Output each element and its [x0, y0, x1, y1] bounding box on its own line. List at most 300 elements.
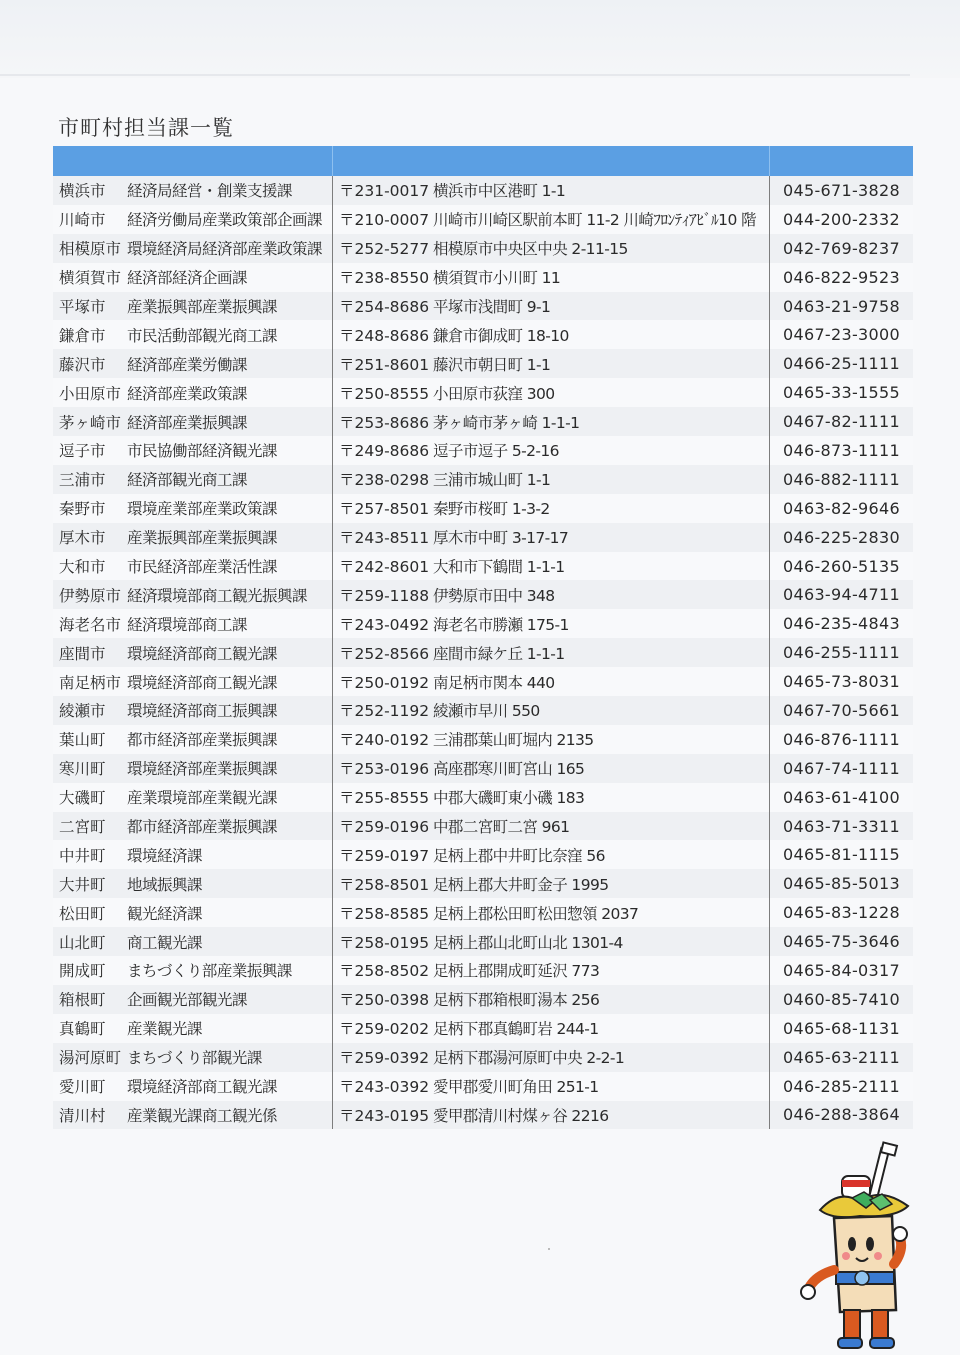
address: 足柄下郡湯河原町中央 2-2-1	[433, 1049, 625, 1068]
table-row	[53, 1072, 913, 1101]
department-name: 商工観光課	[127, 933, 203, 952]
department-name: 環境経済部商工観光課	[127, 1078, 278, 1097]
postal-code: 〒259-0197	[339, 846, 430, 865]
address-cell	[333, 696, 770, 725]
address-cell	[333, 840, 770, 869]
department-name: 経済部産業政策課	[127, 384, 248, 403]
department-name: 経済部産業労働課	[127, 355, 248, 374]
phone-cell	[770, 494, 913, 523]
phone-cell	[770, 754, 913, 783]
table-row	[53, 725, 913, 754]
phone-number: 0467-23-3000	[783, 325, 900, 345]
phone-number: 0467-70-5661	[783, 700, 900, 720]
phone-cell	[770, 638, 913, 667]
phone-number: 045-671-3828	[783, 180, 900, 200]
address-cell	[333, 985, 770, 1014]
department-cell	[53, 580, 333, 609]
address: 愛甲郡清川村煤ヶ谷 2216	[433, 1106, 609, 1125]
address: 足柄上郡開成町延沢 773	[433, 962, 600, 981]
municipality-name: 横須賀市	[59, 269, 122, 288]
department-cell	[53, 609, 333, 638]
municipality-name: 伊勢原市	[59, 586, 122, 605]
department-cell	[53, 783, 333, 812]
phone-number: 0465-73-8031	[783, 672, 900, 692]
department-name: 都市経済部産業振興課	[127, 731, 278, 750]
address: 横須賀市小川町 11	[433, 269, 561, 288]
department-cell	[53, 754, 333, 783]
page-title: 市町村担当課一覧	[58, 116, 234, 140]
header-cell-department	[53, 146, 333, 176]
postal-code: 〒254-8686	[339, 298, 430, 316]
address-cell	[333, 1101, 770, 1130]
municipality-name: 清川村	[59, 1106, 106, 1125]
postal-code: 〒259-0196	[339, 818, 430, 837]
municipality-name: 大井町	[59, 875, 106, 894]
municipality-name: 大磯町	[59, 789, 106, 808]
phone-number: 0465-68-1131	[783, 1018, 900, 1038]
department-cell	[53, 985, 333, 1014]
phone-number: 044-200-2332	[783, 209, 900, 229]
phone-number: 046-822-9523	[783, 267, 900, 287]
phone-cell	[770, 812, 913, 841]
phone-cell	[770, 869, 913, 898]
table-row	[53, 378, 913, 407]
table-row	[53, 436, 913, 465]
address: 厚木市中町 3-17-17	[433, 529, 569, 548]
postal-code: 〒243-0195	[339, 1106, 430, 1125]
phone-number: 0463-82-9646	[783, 498, 900, 518]
address: 足柄上郡山北町山北 1301-4	[433, 933, 623, 952]
address-cell	[333, 349, 770, 378]
postal-code: 〒258-8585	[339, 904, 430, 923]
table-row	[53, 869, 913, 898]
header-cell-phone	[770, 146, 913, 176]
address: 高座郡寒川町宮山 165	[433, 760, 585, 779]
phone-cell	[770, 292, 913, 321]
phone-cell	[770, 465, 913, 494]
postal-code: 〒258-0195	[339, 933, 430, 952]
table-row	[53, 552, 913, 581]
table-row	[53, 205, 913, 234]
address-cell	[333, 292, 770, 321]
department-name: 市民協働部経済観光課	[127, 442, 278, 461]
address: 足柄上郡松田町松田惣領 2037	[433, 904, 639, 923]
municipality-name: 開成町	[59, 962, 106, 981]
postal-code: 〒257-8501	[339, 500, 430, 519]
department-cell	[53, 436, 333, 465]
phone-number: 046-882-1111	[783, 469, 900, 489]
phone-number: 042-769-8237	[783, 238, 900, 258]
municipality-name: 海老名市	[59, 615, 122, 634]
address: 三浦郡葉山町堀内 2135	[433, 731, 594, 750]
municipality-name: 秦野市	[59, 500, 106, 519]
postal-code: 〒250-8555	[339, 384, 430, 403]
department-cell	[53, 234, 333, 263]
phone-number: 0467-82-1111	[783, 412, 900, 432]
postal-code: 〒252-8566	[339, 644, 430, 663]
table-row	[53, 465, 913, 494]
department-cell	[53, 725, 333, 754]
phone-number: 0465-84-0317	[783, 960, 900, 980]
municipality-name: 鎌倉市	[59, 326, 106, 345]
table-row	[53, 1014, 913, 1043]
municipality-name: 綾瀬市	[59, 702, 106, 721]
postal-code: 〒250-0192	[339, 673, 430, 692]
department-name: まちづくり部観光課	[127, 1049, 262, 1068]
address-cell	[333, 407, 770, 436]
municipality-name: 愛川町	[59, 1078, 106, 1097]
phone-number: 046-225-2830	[783, 527, 900, 547]
department-cell	[53, 667, 333, 696]
postal-code: 〒240-0192	[339, 731, 430, 750]
department-cell	[53, 898, 333, 927]
phone-number: 0466-25-1111	[783, 354, 900, 374]
municipality-name: 横浜市	[59, 182, 106, 201]
department-cell	[53, 378, 333, 407]
phone-cell	[770, 783, 913, 812]
phone-cell	[770, 234, 913, 263]
phone-cell	[770, 320, 913, 349]
postal-code: 〒253-0196	[339, 760, 430, 779]
phone-cell	[770, 1043, 913, 1072]
address-cell	[333, 436, 770, 465]
address: 足柄上郡中井町比奈窪 56	[433, 846, 605, 865]
address: 鎌倉市御成町 18-10	[433, 326, 569, 345]
table-row	[53, 609, 913, 638]
phone-number: 0463-61-4100	[783, 787, 900, 807]
postal-code: 〒259-0392	[339, 1049, 430, 1068]
phone-number: 0465-75-3646	[783, 932, 900, 952]
table-row	[53, 754, 913, 783]
address-cell	[333, 580, 770, 609]
municipality-name: 小田原市	[59, 384, 122, 403]
postal-code: 〒252-1192	[339, 702, 430, 721]
phone-cell	[770, 609, 913, 638]
address-cell	[333, 494, 770, 523]
municipality-name: 箱根町	[59, 991, 106, 1010]
table-row	[53, 263, 913, 292]
table-row	[53, 985, 913, 1014]
table-row	[53, 927, 913, 956]
address-cell	[333, 725, 770, 754]
municipality-name: 真鶴町	[59, 1020, 106, 1039]
table-row	[53, 696, 913, 725]
department-name: 都市経済部産業振興課	[127, 818, 278, 837]
department-name: 環境経済課	[127, 846, 203, 865]
postal-code: 〒243-8511	[339, 529, 430, 548]
department-cell	[53, 1014, 333, 1043]
address-cell	[333, 378, 770, 407]
address: 海老名市勝瀬 175-1	[433, 615, 569, 634]
department-name: 産業環境部産業観光課	[127, 789, 278, 808]
address-cell	[333, 927, 770, 956]
phone-number: 0465-33-1555	[783, 383, 900, 403]
phone-cell	[770, 523, 913, 552]
phone-cell	[770, 927, 913, 956]
phone-cell	[770, 985, 913, 1014]
top-divider	[0, 74, 910, 76]
address-cell	[333, 263, 770, 292]
phone-number: 046-260-5135	[783, 556, 900, 576]
department-name: 市民経済部産業活性課	[127, 558, 278, 577]
department-cell	[53, 927, 333, 956]
postal-code: 〒242-8601	[339, 558, 430, 577]
address-cell	[333, 176, 770, 205]
department-name: 産業振興部産業振興課	[127, 529, 278, 548]
municipality-name: 松田町	[59, 904, 106, 923]
phone-cell	[770, 667, 913, 696]
department-name: まちづくり部産業振興課	[127, 962, 292, 981]
table-row	[53, 320, 913, 349]
phone-number: 0465-83-1228	[783, 903, 900, 923]
address: 藤沢市朝日町 1-1	[433, 355, 551, 374]
address-cell	[333, 205, 770, 234]
department-name: 経済局経営・創業支援課	[127, 182, 293, 201]
phone-cell	[770, 956, 913, 985]
department-name: 経済部経済企画課	[127, 269, 248, 288]
address: 三浦市城山町 1-1	[433, 471, 551, 490]
phone-number: 0467-74-1111	[783, 758, 900, 778]
phone-cell	[770, 1014, 913, 1043]
department-cell	[53, 840, 333, 869]
table-row	[53, 812, 913, 841]
address: 川崎市川崎区駅前本町 11-2 川崎ﾌﾛﾝﾃｨｱﾋﾞﾙ10 階	[433, 211, 756, 230]
address: 座間市緑ケ丘 1-1-1	[433, 644, 565, 663]
department-name: 環境経済部産業振興課	[127, 760, 278, 779]
phone-cell	[770, 696, 913, 725]
department-name: 環境経済局経済部産業政策課	[127, 240, 323, 259]
address-cell	[333, 898, 770, 927]
department-name: 産業振興部産業振興課	[127, 298, 278, 316]
table-row	[53, 407, 913, 436]
phone-number: 0463-21-9758	[783, 296, 900, 316]
table-row	[53, 1043, 913, 1072]
address-cell	[333, 552, 770, 581]
municipality-name: 南足柄市	[59, 673, 122, 692]
department-name: 市民活動部観光商工課	[127, 326, 278, 345]
municipality-name: 中井町	[59, 846, 106, 865]
department-name: 経済部産業振興課	[127, 413, 248, 432]
department-cell	[53, 638, 333, 667]
municipality-name: 茅ヶ崎市	[59, 413, 122, 432]
department-cell	[53, 349, 333, 378]
address-cell	[333, 783, 770, 812]
postal-code: 〒249-8686	[339, 442, 430, 461]
phone-cell	[770, 1101, 913, 1130]
municipality-name: 川崎市	[59, 211, 106, 230]
department-name: 地域振興課	[127, 875, 203, 894]
department-cell	[53, 812, 333, 841]
address-cell	[333, 956, 770, 985]
address: 秦野市桜町 1-3-2	[433, 500, 550, 519]
table-row	[53, 494, 913, 523]
table-row	[53, 1101, 913, 1130]
phone-number: 0465-85-5013	[783, 874, 900, 894]
department-name: 環境経済部商工振興課	[127, 702, 278, 721]
postal-code: 〒253-8686	[339, 413, 430, 432]
phone-cell	[770, 349, 913, 378]
address: 中郡大磯町東小磯 183	[433, 789, 585, 808]
department-name: 企画観光部観光課	[127, 991, 248, 1010]
department-name: 産業観光課商工観光係	[127, 1106, 278, 1125]
department-name: 環境経済部商工観光課	[127, 644, 278, 663]
table-row	[53, 956, 913, 985]
address-cell	[333, 754, 770, 783]
address: 相模原市中央区中央 2-11-15	[433, 240, 628, 259]
postal-code: 〒238-0298	[339, 471, 430, 490]
table-row	[53, 176, 913, 205]
phone-number: 046-285-2111	[783, 1076, 900, 1096]
phone-cell	[770, 1072, 913, 1101]
phone-number: 046-876-1111	[783, 729, 900, 749]
department-name: 環境産業部産業政策課	[127, 500, 278, 519]
department-name: 経済部観光商工課	[127, 471, 248, 490]
department-cell	[53, 176, 333, 205]
address: 足柄下郡真鶴町岩 244-1	[433, 1020, 599, 1039]
address: 愛甲郡愛川町角田 251-1	[433, 1078, 599, 1097]
municipality-name: 大和市	[59, 558, 106, 577]
phone-number: 0463-94-4711	[783, 585, 900, 605]
phone-number: 046-255-1111	[783, 643, 900, 663]
department-cell	[53, 407, 333, 436]
phone-number: 0465-63-2111	[783, 1047, 900, 1067]
postal-code: 〒252-5277	[339, 240, 430, 259]
address-cell	[333, 1043, 770, 1072]
municipality-name: 相模原市	[59, 240, 122, 259]
department-cell	[53, 523, 333, 552]
department-cell	[53, 552, 333, 581]
table-row	[53, 840, 913, 869]
phone-number: 0460-85-7410	[783, 989, 900, 1009]
department-cell	[53, 869, 333, 898]
address-cell	[333, 1014, 770, 1043]
phone-cell	[770, 263, 913, 292]
address-cell	[333, 234, 770, 263]
table-row	[53, 523, 913, 552]
department-cell	[53, 1072, 333, 1101]
address-cell	[333, 465, 770, 494]
phone-cell	[770, 840, 913, 869]
municipality-name: 厚木市	[59, 529, 106, 548]
phone-cell	[770, 378, 913, 407]
table-header	[53, 146, 913, 176]
department-cell	[53, 1043, 333, 1072]
department-cell	[53, 494, 333, 523]
postal-code: 〒258-8502	[339, 962, 430, 981]
address-cell	[333, 1072, 770, 1101]
address: 綾瀬市早川 550	[433, 702, 540, 721]
phone-cell	[770, 725, 913, 754]
phone-cell	[770, 407, 913, 436]
address: 足柄下郡箱根町湯本 256	[433, 991, 600, 1010]
phone-cell	[770, 205, 913, 234]
postal-code: 〒243-0492	[339, 615, 430, 634]
header-cell-address	[333, 146, 770, 176]
department-name: 産業観光課	[127, 1020, 203, 1039]
address: 逗子市逗子 5-2-16	[433, 442, 559, 461]
address-cell	[333, 667, 770, 696]
address: 茅ヶ崎市茅ヶ崎 1-1-1	[433, 413, 580, 432]
table-row	[53, 234, 913, 263]
municipality-name: 湯河原町	[59, 1049, 122, 1068]
postal-code: 〒251-8601	[339, 355, 430, 374]
department-cell	[53, 1101, 333, 1130]
address-cell	[333, 523, 770, 552]
department-cell	[53, 956, 333, 985]
table-row	[53, 580, 913, 609]
address-cell	[333, 320, 770, 349]
municipality-name: 三浦市	[59, 471, 106, 490]
phone-cell	[770, 436, 913, 465]
postal-code: 〒259-0202	[339, 1020, 430, 1039]
department-cell	[53, 292, 333, 321]
department-cell	[53, 320, 333, 349]
address: 南足柄市関本 440	[433, 673, 555, 692]
table-row	[53, 638, 913, 667]
phone-number: 046-288-3864	[783, 1105, 900, 1125]
address: 中郡二宮町二宮 961	[433, 818, 570, 837]
address-cell	[333, 812, 770, 841]
address: 平塚市浅間町 9-1	[433, 298, 551, 316]
department-name: 経済労働局産業政策部企画課	[127, 211, 323, 230]
department-name: 経済環境部商工観光振興課	[127, 586, 308, 605]
department-cell	[53, 696, 333, 725]
municipality-name: 逗子市	[59, 442, 106, 461]
top-band	[0, 0, 960, 78]
postal-code: 〒238-8550	[339, 269, 430, 288]
contact-table	[53, 146, 913, 1129]
postal-code: 〒231-0017	[339, 182, 430, 201]
municipality-name: 葉山町	[59, 731, 106, 750]
mascot-character-icon	[800, 1140, 930, 1355]
table-row	[53, 292, 913, 321]
municipality-name: 座間市	[59, 644, 106, 663]
speck	[548, 1248, 550, 1250]
department-name: 観光経済課	[127, 904, 203, 923]
postal-code: 〒259-1188	[339, 586, 430, 605]
phone-cell	[770, 898, 913, 927]
phone-number: 0465-81-1115	[783, 845, 900, 865]
address: 足柄上郡大井町金子 1995	[433, 875, 609, 894]
postal-code: 〒210-0007	[339, 211, 430, 230]
phone-cell	[770, 580, 913, 609]
municipality-name: 藤沢市	[59, 355, 106, 374]
table-body	[53, 176, 913, 1129]
department-name: 経済環境部商工課	[127, 615, 248, 634]
postal-code: 〒243-0392	[339, 1078, 430, 1097]
postal-code: 〒248-8686	[339, 326, 430, 345]
municipality-name: 山北町	[59, 933, 106, 952]
phone-number: 046-235-4843	[783, 614, 900, 634]
table-row	[53, 667, 913, 696]
address-cell	[333, 869, 770, 898]
address: 横浜市中区港町 1-1	[433, 182, 566, 201]
department-cell	[53, 263, 333, 292]
postal-code: 〒250-0398	[339, 991, 430, 1010]
phone-number: 046-873-1111	[783, 440, 900, 460]
municipality-name: 平塚市	[59, 298, 106, 316]
postal-code: 〒255-8555	[339, 789, 430, 808]
address-cell	[333, 638, 770, 667]
address: 伊勢原市田中 348	[433, 586, 555, 605]
address: 大和市下鶴間 1-1-1	[433, 558, 565, 577]
address-cell	[333, 609, 770, 638]
table-row	[53, 349, 913, 378]
department-cell	[53, 205, 333, 234]
table-row	[53, 898, 913, 927]
municipality-name: 寒川町	[59, 760, 106, 779]
department-cell	[53, 465, 333, 494]
